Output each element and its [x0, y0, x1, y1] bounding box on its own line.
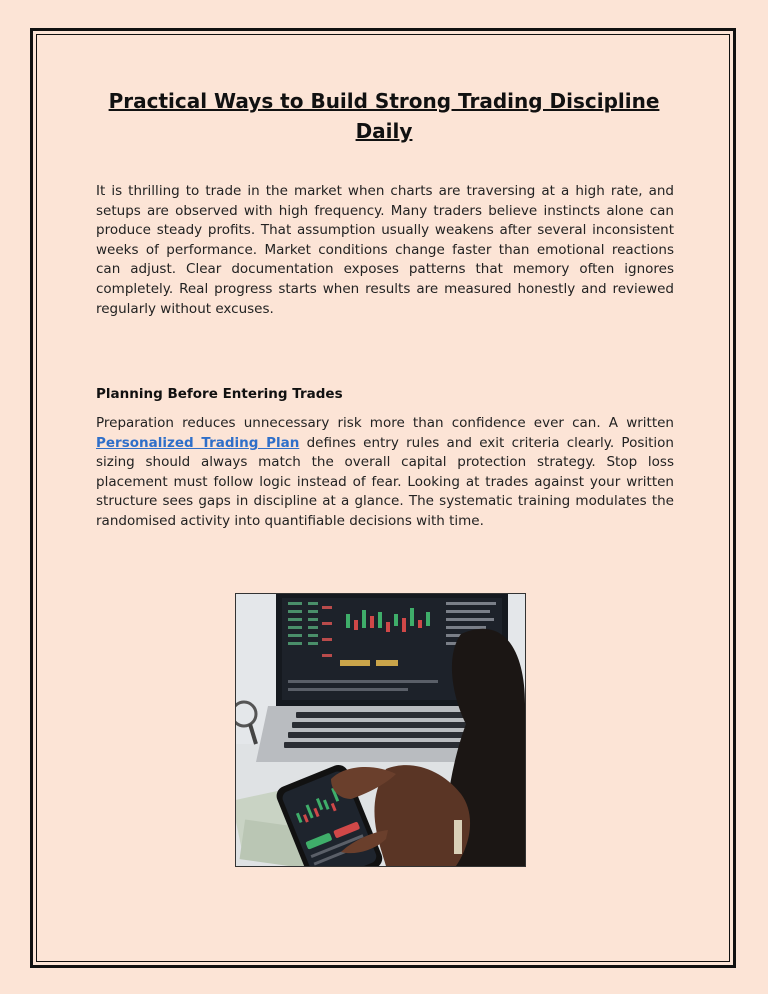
personalized-trading-plan-link[interactable]: Personalized Trading Plan [96, 434, 300, 451]
intro-paragraph: It is thrilling to trade in the market when charts are traversing at a high rate, and setups are observed with high frequency. Many traders believe instincts alone can produce steady profits. That assumption usually weakens after several inconsistent weeks of performance. Market conditions change faster than emotional reactions can adjust. Clear documentation exposes patterns that memory often ignores completely. Real progress starts when results are measured honestly and reviewed regularly without excuses. [96, 183, 674, 317]
section-text-before-link: Preparation reduces unnecessary risk more than confidence ever can. A written [96, 415, 674, 431]
section-text-after-link: defines entry rules and exit criteria clearly. Position sizing should always match the overall capital protection strategy. Stop loss placement must follow logic instead of fear. Looking at trades against your written structure sees gaps in discipline at a glance. The systematic training modulates the randomised activity into quantifiable decisions with time. [96, 434, 674, 529]
section-heading: Planning Before Entering Trades [96, 386, 343, 402]
section-paragraph [96, 414, 674, 532]
trading-photo [236, 594, 525, 866]
document-title: Practical Ways to Build Strong Trading Discipline Daily [108, 89, 660, 143]
trading-photo-illustration [236, 594, 525, 866]
